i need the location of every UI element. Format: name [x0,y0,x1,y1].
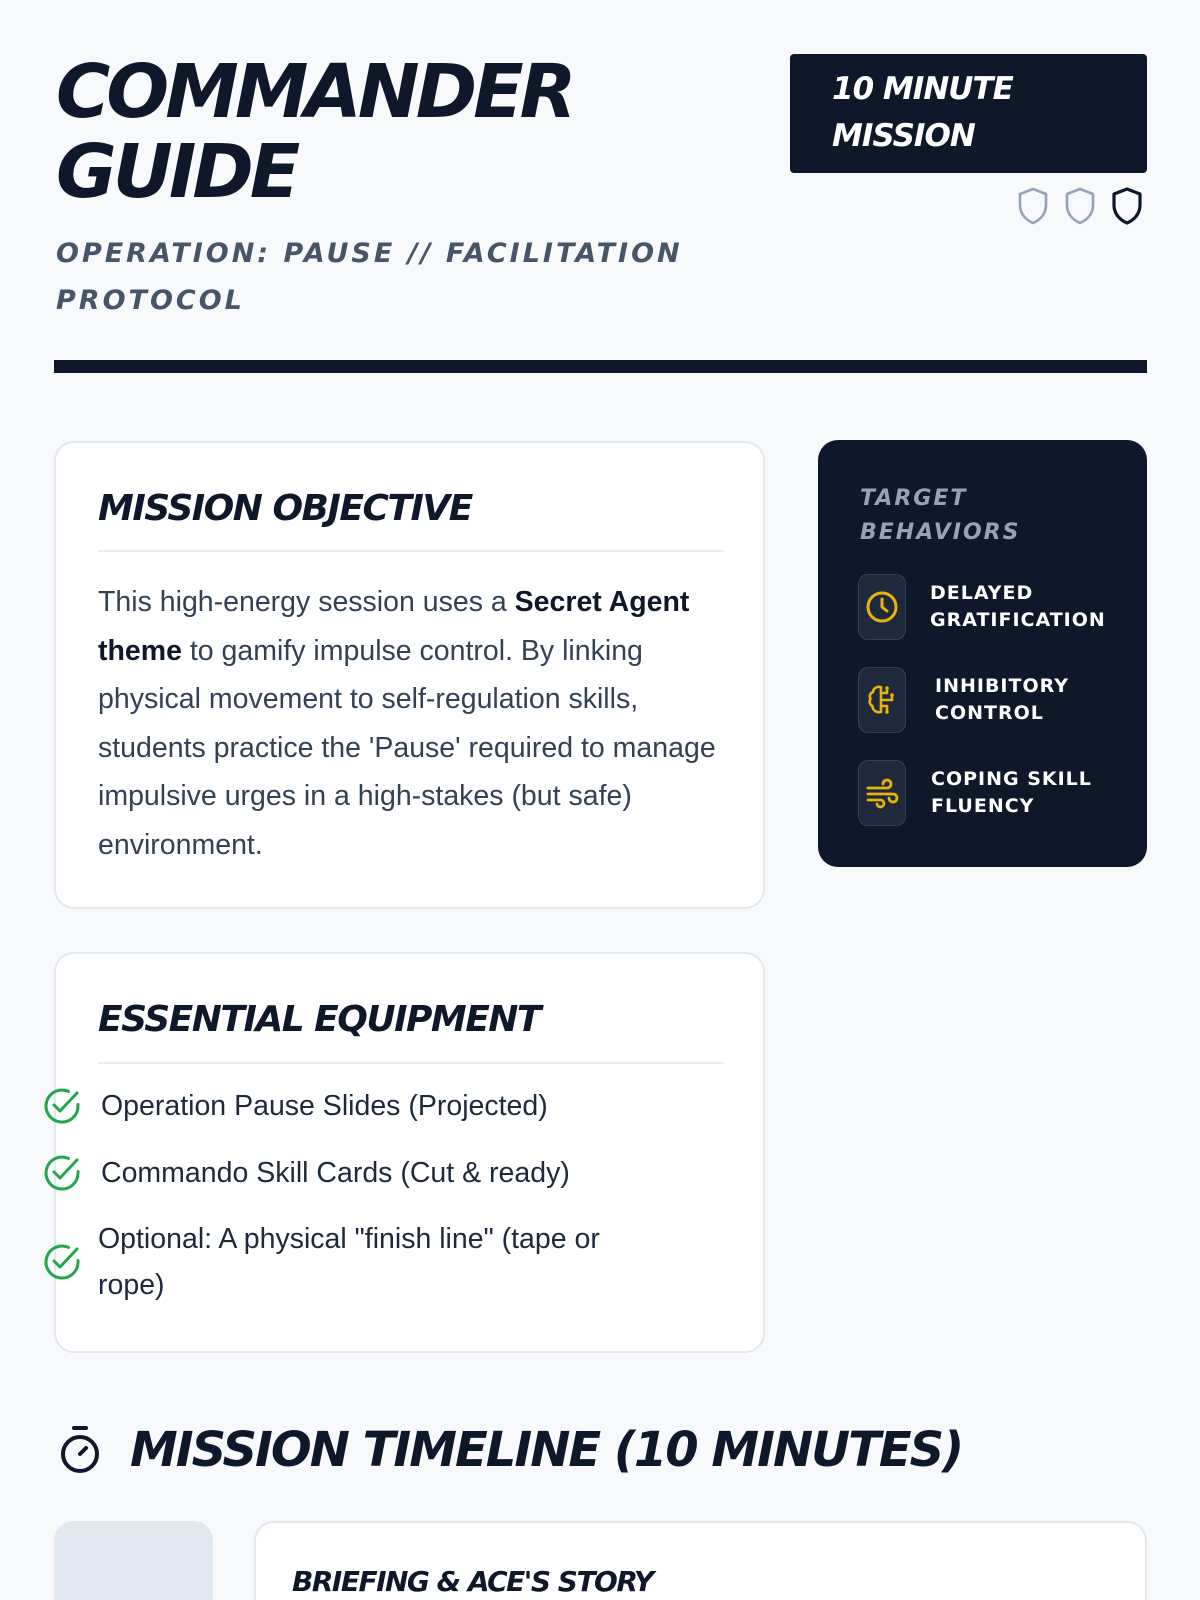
check-circle-icon [42,1153,82,1193]
duration-badge: 10 MINUTE MISSION [790,54,1147,173]
page-title: COMMANDER GUIDE [56,49,573,215]
check-circle-icon [42,1242,82,1282]
equipment-item-label: Optional: A physical "finish line" (tape or rope) [98,1223,600,1301]
page-subtitle: OPERATION: PAUSE // FACILITATION PROTOCOL [56,238,683,316]
timeline-heading [56,1420,962,1480]
objective-text-part: This high-energy session uses a [98,586,515,618]
equipment-item-label: Commando Skill Cards (Cut & ready) [101,1157,570,1189]
behavior-label: INHIBITORY CONTROL [935,675,1069,724]
objective-text [98,578,724,869]
stopwatch-icon [56,1424,104,1476]
timeline-step-title: BRIEFING & ACE'S STORY [292,1565,653,1598]
behavior-item-coping-skill-fluency [858,760,1131,826]
clock-icon [863,588,901,626]
difficulty-rating [1016,186,1144,228]
objective-text-emphasis: Secret Agent theme [98,586,690,667]
equipment-item [42,1083,668,1129]
equipment-item [42,1216,668,1308]
objective-text-part: to gamify impulse control. By linking physical movement to self-regulation skills, students practice the 'Pause' required to manage impulsive urges in a high-stakes (but safe) environment. [98,634,716,861]
behavior-label: COPING SKILL FLUENCY [931,768,1092,817]
mission-objective-card [54,441,765,909]
brain-icon [863,681,901,719]
behavior-icon-box [858,667,906,733]
shield-icon [1063,186,1097,226]
wind-icon [863,774,901,812]
timeline-time-marker [54,1521,213,1600]
equipment-divider [98,1062,724,1064]
equipment-item [42,1150,668,1196]
behavior-item-delayed-gratification [858,574,1130,640]
timeline-title: MISSION TIMELINE (10 MINUTES) [130,1422,963,1478]
behavior-item-inhibitory-control [858,667,1135,733]
behavior-icon-box [858,574,906,640]
timeline-step-card [254,1521,1147,1600]
target-behaviors-label: TARGET BEHAVIORS [860,486,1021,545]
objective-title: MISSION OBJECTIVE [98,488,472,529]
check-circle-icon [42,1086,82,1126]
shield-icon [1016,186,1050,226]
behavior-label: DELAYED GRATIFICATION [930,582,1106,631]
shield-icon [1110,186,1144,226]
behavior-icon-box [858,760,906,826]
target-behaviors-panel [818,440,1147,867]
objective-divider [98,550,724,552]
header-divider [54,360,1147,373]
equipment-title: ESSENTIAL EQUIPMENT [98,999,540,1040]
equipment-item-label: Operation Pause Slides (Projected) [101,1090,548,1122]
